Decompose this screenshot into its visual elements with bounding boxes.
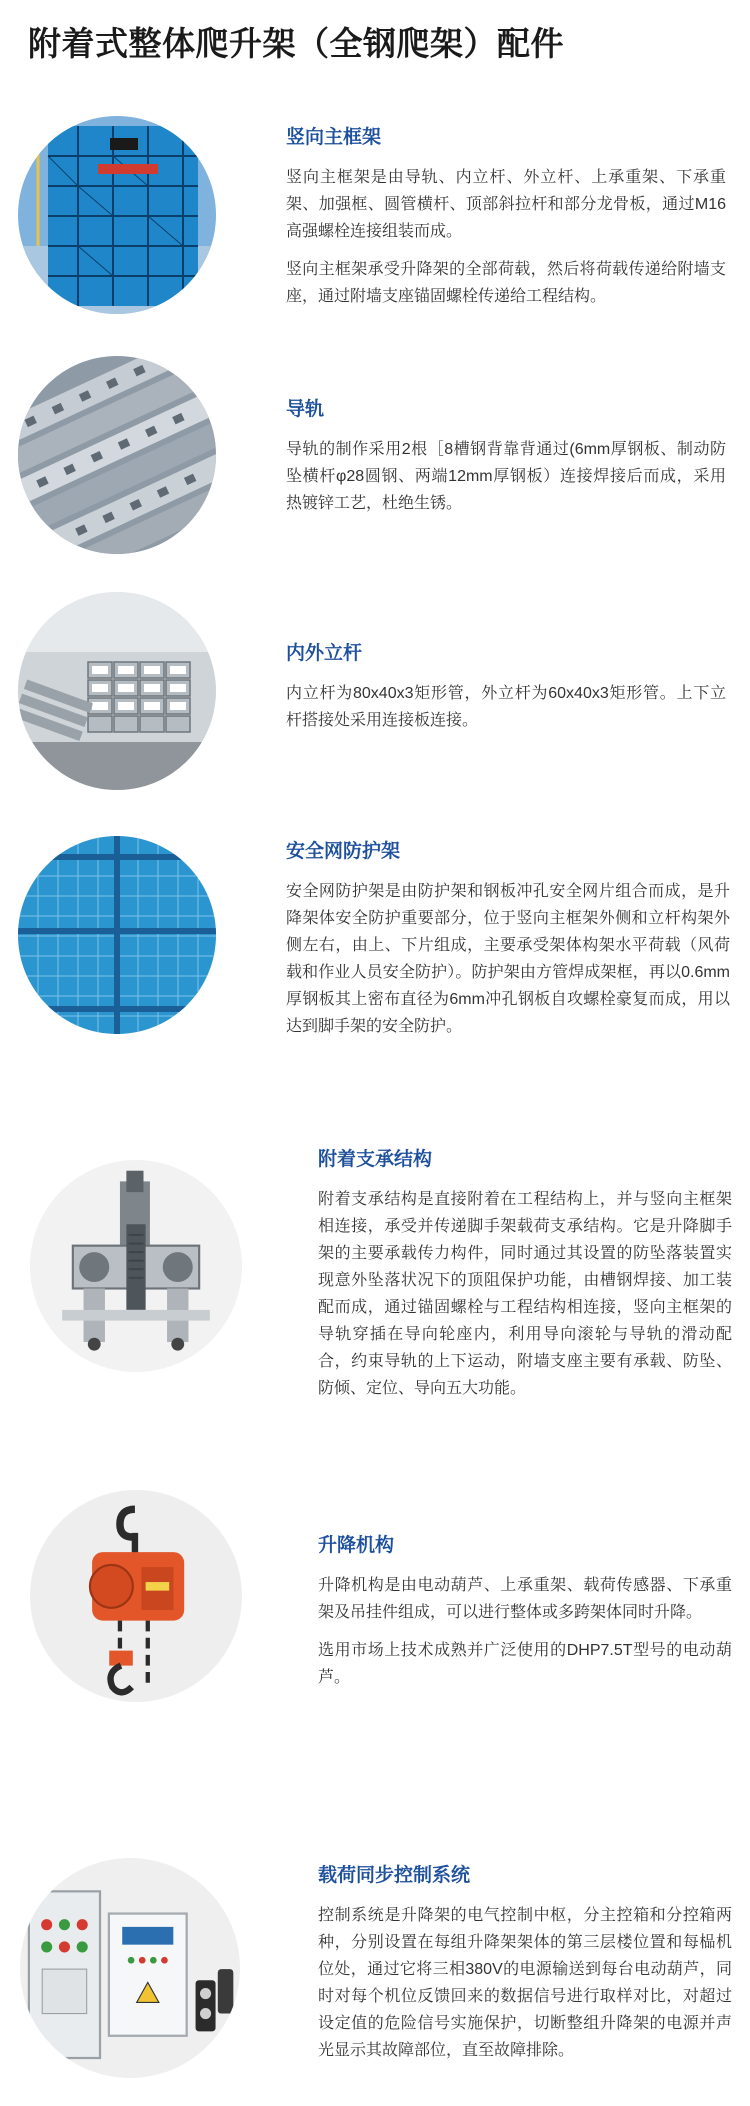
section-guide-rail [0, 350, 750, 550]
section-paragraph: 附着支承结构是直接附着在工程结构上，并与竖向主框架相连接，承受并传递脚手架载荷支承结构。它是升降脚手架的主要承载传力构件，同时通过其设置的防坠落装置实现意外坠落状况下的顶阻保护功能，由槽钢焊接、加工装配而成，通过锚固螺栓与工程结构相连接，竖向主框架的导轨穿插在导向轮座内，利用导向滚轮与导轨的滑动配合，约束导轨的上下运动，附墙支座主要有承载、防坠、防倾、定位、导向五大功能。 [318, 1191, 732, 1397]
section-paragraph: 竖向主框架是由导轨、内立杆、外立杆、上承重架、下承重架、加强框、圆管横杆、顶部斜拉杆和部分龙骨板，通过M16高强螺栓连接组装而成。 [286, 169, 726, 240]
control-cabinet-photo [20, 1858, 240, 2078]
section-control-system [0, 1830, 750, 2106]
section-title: 导轨 [286, 399, 325, 420]
section-title: 内外立杆 [286, 643, 363, 664]
section-text [286, 126, 726, 321]
steel-tube-photo [18, 592, 216, 790]
scaffold-building-photo [18, 116, 216, 314]
section-text [318, 1534, 732, 1702]
section-wall-support [0, 1130, 750, 1450]
section-uprights [0, 590, 750, 810]
section-paragraph: 导轨的制作采用2根［8槽钢背靠背通过(6mm厚钢板、制动防坠横杆φ28圆钢、两端12mm厚钢板）连接焊接后而成，采用热镀锌工艺，杜绝生锈。 [286, 441, 726, 512]
section-paragraph: 控制系统是升降架的电气控制中枢，分主控箱和分控箱两种，分别设置在每组升降架架体的第三层楼位置和每榀机位处，通过它将三相380V的电源输送到每台电动葫芦，同时对每个机位反馈回来的数据信号进行取样对比，对超过设定值的危险信号实施保护，切断整组升降架的电源并声光显示其故障部位，直至故障排除。 [318, 1907, 732, 2059]
section-title: 附着支承结构 [318, 1149, 433, 1170]
section-lifting [0, 1470, 750, 1720]
section-text [318, 1864, 732, 2075]
section-paragraph: 竖向主框架承受升降架的全部荷载，然后将荷载传递给附墙支座，通过附墙支座锚固螺栓传递给工程结构。 [286, 261, 726, 305]
section-title: 载荷同步控制系统 [318, 1865, 471, 1886]
section-paragraph: 内立杆为80x40x3矩形管，外立杆为60x40x3矩形管。上下立杆搭接处采用连接板连接。 [286, 685, 726, 729]
section-text [286, 398, 726, 528]
section-title: 竖向主框架 [286, 127, 382, 148]
page-title: 附着式整体爬升架（全钢爬架）配件 [28, 25, 564, 62]
section-text [318, 1148, 732, 1413]
section-safety-net [0, 830, 750, 1080]
electric-hoist-photo [30, 1490, 242, 1702]
section-text [286, 840, 730, 1051]
section-vertical-frame [0, 108, 750, 338]
section-paragraph: 选用市场上技术成熟并广泛使用的DHP7.5T型号的电动葫芦。 [318, 1642, 732, 1686]
section-title: 升降机构 [318, 1535, 395, 1556]
section-text [286, 642, 726, 745]
wall-support-photo [30, 1160, 242, 1372]
guide-rail-photo [18, 356, 216, 554]
section-title: 安全网防护架 [286, 841, 401, 862]
section-paragraph: 安全网防护架是由防护架和钢板冲孔安全网片组合而成，是升降架体安全防护重要部分，位于竖向主框架外侧和立杆构架外侧左右，由上、下片组成，主要承受架体构架水平荷载（风荷载和作业人员安全防护）。防护架由方管焊成架框，再以0.6mm厚钢板其上密布直径为6mm冲孔钢板自攻螺栓豪复而成，用以达到脚手架的安全防护。 [286, 883, 730, 1035]
section-paragraph: 升降机构是由电动葫芦、上承重架、载荷传感器、下承重架及吊挂件组成，可以进行整体或多跨架体同时升降。 [318, 1577, 732, 1621]
safety-net-photo [18, 836, 216, 1034]
